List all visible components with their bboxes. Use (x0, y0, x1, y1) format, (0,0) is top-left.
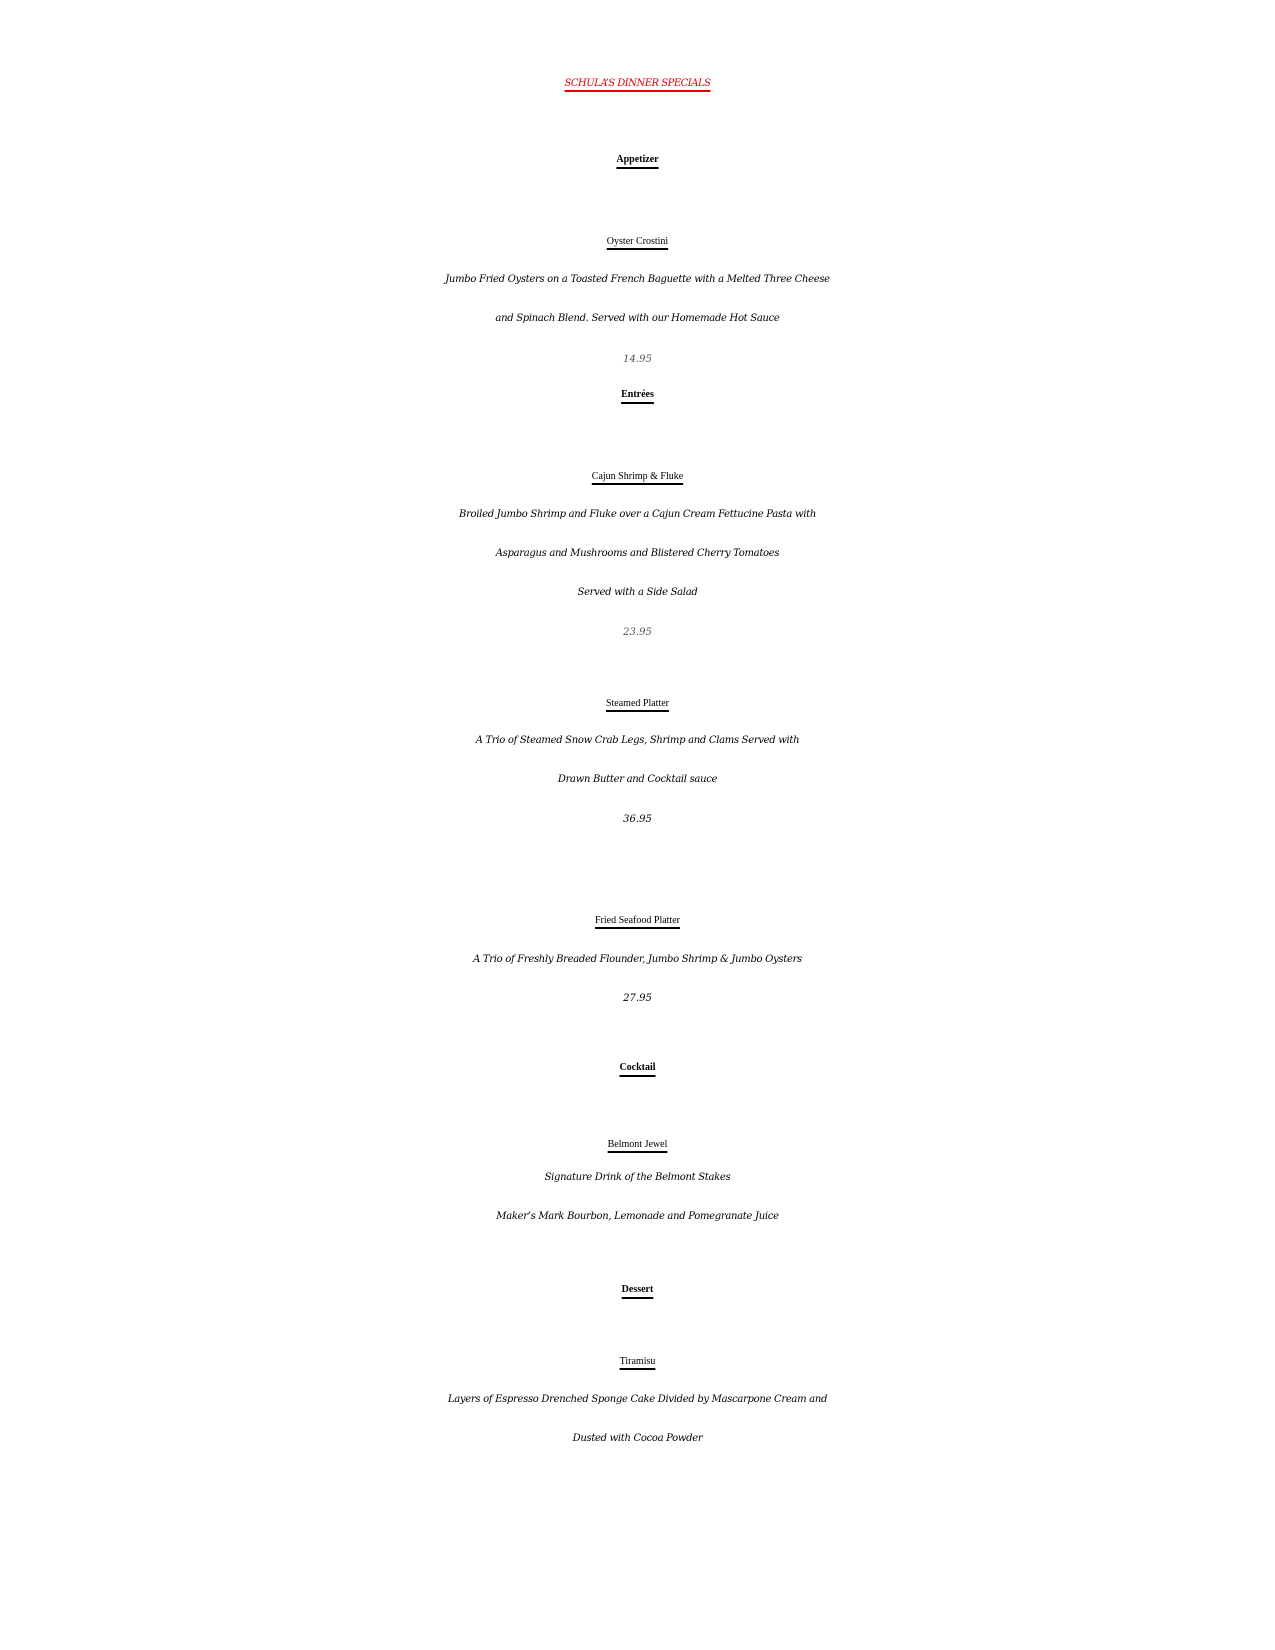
item-desc-fried-seafood-platter-line-1: A Trio of Freshly Breaded Flounder, Jumbo Shrimp & Jumbo Oysters (473, 954, 802, 965)
item-desc-oyster-crostini-line-2: and Spinach Blend. Served with our Homemade Hot Sauce (495, 313, 780, 324)
item-desc-cajun-shrimp-fluke-line-3: Served with a Side Salad (577, 587, 698, 598)
item-name-belmont-jewel: Belmont Jewel (607, 1139, 668, 1150)
item-name-cajun-shrimp-fluke: Cajun Shrimp & Fluke (591, 471, 684, 482)
item-desc-belmont-jewel-line-2: Maker’s Mark Bourbon, Lemonade and Pomegranate Juice (496, 1211, 779, 1222)
section-heading-appetizer: Appetizer (616, 154, 659, 165)
item-name-fried-seafood-platter: Fried Seafood Platter (595, 915, 680, 926)
item-name-tiramisu: Tiramisu (619, 1356, 656, 1367)
item-desc-tiramisu-line-1: Layers of Espresso Drenched Sponge Cake Divided by Mascarpone Cream and (447, 1394, 828, 1405)
item-desc-steamed-platter-line-2: Drawn Butter and Cocktail sauce (557, 774, 718, 785)
section-heading-entrees: Entrées (621, 389, 654, 400)
item-price-fried-seafood-platter: 27.95 (623, 993, 652, 1004)
item-desc-cajun-shrimp-fluke-line-2: Asparagus and Mushrooms and Blistered Cherry Tomatoes (495, 548, 780, 559)
item-desc-oyster-crostini-line-1: Jumbo Fried Oysters on a Toasted French Baguette with a Melted Three Cheese (445, 274, 830, 285)
section-heading-cocktail: Cocktail (619, 1062, 656, 1073)
section-heading-dessert: Dessert (621, 1284, 654, 1295)
item-price-oyster-crostini: 14.95 (623, 354, 652, 365)
menu-title: SCHULA’S DINNER SPECIALS (564, 78, 711, 89)
item-name-oyster-crostini: Oyster Crostini (606, 236, 669, 247)
item-desc-cajun-shrimp-fluke-line-1: Broiled Jumbo Shrimp and Fluke over a Cajun Cream Fettucine Pasta with (459, 509, 816, 520)
item-name-steamed-platter: Steamed Platter (605, 698, 670, 709)
item-desc-tiramisu-line-2: Dusted with Cocoa Powder (572, 1433, 703, 1444)
item-desc-belmont-jewel-line-1: Signature Drink of the Belmont Stakes (544, 1172, 731, 1183)
item-desc-steamed-platter-line-1: A Trio of Steamed Snow Crab Legs, Shrimp and Clams Served with (475, 735, 800, 746)
item-price-cajun-shrimp-fluke: 23.95 (623, 627, 652, 638)
item-price-steamed-platter: 36.95 (623, 814, 652, 825)
